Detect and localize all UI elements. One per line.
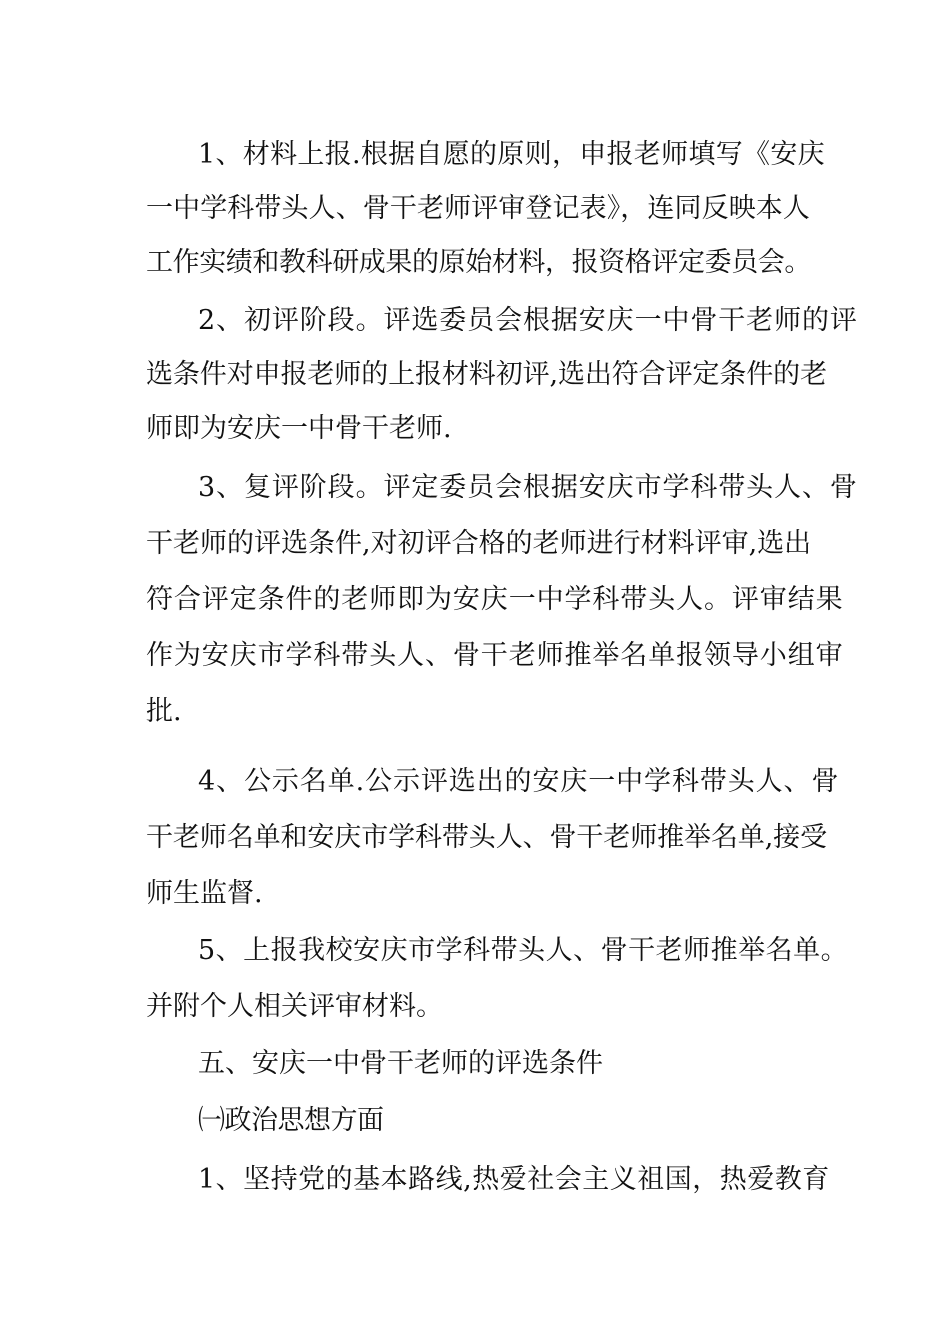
text-line: 符合评定条件的老师即为安庆一中学科带头人。评审结果 [146,584,844,615]
text-line: 4、公示名单.公示评选出的安庆一中学科带头人、骨 [198,766,840,797]
subsection-heading: ㈠政治思想方面 [198,1105,384,1136]
text-line: 工作实绩和教科研成果的原始材料，报资格评定委员会。 [146,247,811,278]
text-line: 5、上报我校安庆市学科带头人、骨干老师推举名单。 [198,935,849,966]
text-line: 选条件对申报老师的上报材料初评,选出符合评定条件的老 [146,359,827,390]
text-line: 3、复评阶段。评定委员会根据安庆市学科带头人、骨 [198,472,858,503]
text-line: 干老师的评选条件,对初评合格的老师进行材料评审,选出 [146,528,812,559]
text-line: 并附个人相关评审材料。 [146,991,443,1022]
text-line: 1、材料上报.根据自愿的原则，申报老师填写《安庆 [198,139,825,170]
text-line: 作为安庆市学科带头人、骨干老师推举名单报领导小组审 [146,640,844,671]
text-line: 干老师名单和安庆市学科带头人、骨干老师推举名单,接受 [146,822,827,853]
text-line: 师即为安庆一中骨干老师. [146,413,452,444]
text-line: 1、坚持党的基本路线,热爱社会主义祖国，热爱教育 [198,1164,830,1195]
text-line: 师生监督. [146,878,263,909]
text-line: 2、初评阶段。评选委员会根据安庆一中骨干老师的评 [198,305,858,336]
section-heading: 五、安庆一中骨干老师的评选条件 [198,1048,603,1079]
text-line: 一中学科带头人、骨干老师评审登记表》，连同反映本人 [146,193,810,224]
text-line: 批. [146,696,182,727]
